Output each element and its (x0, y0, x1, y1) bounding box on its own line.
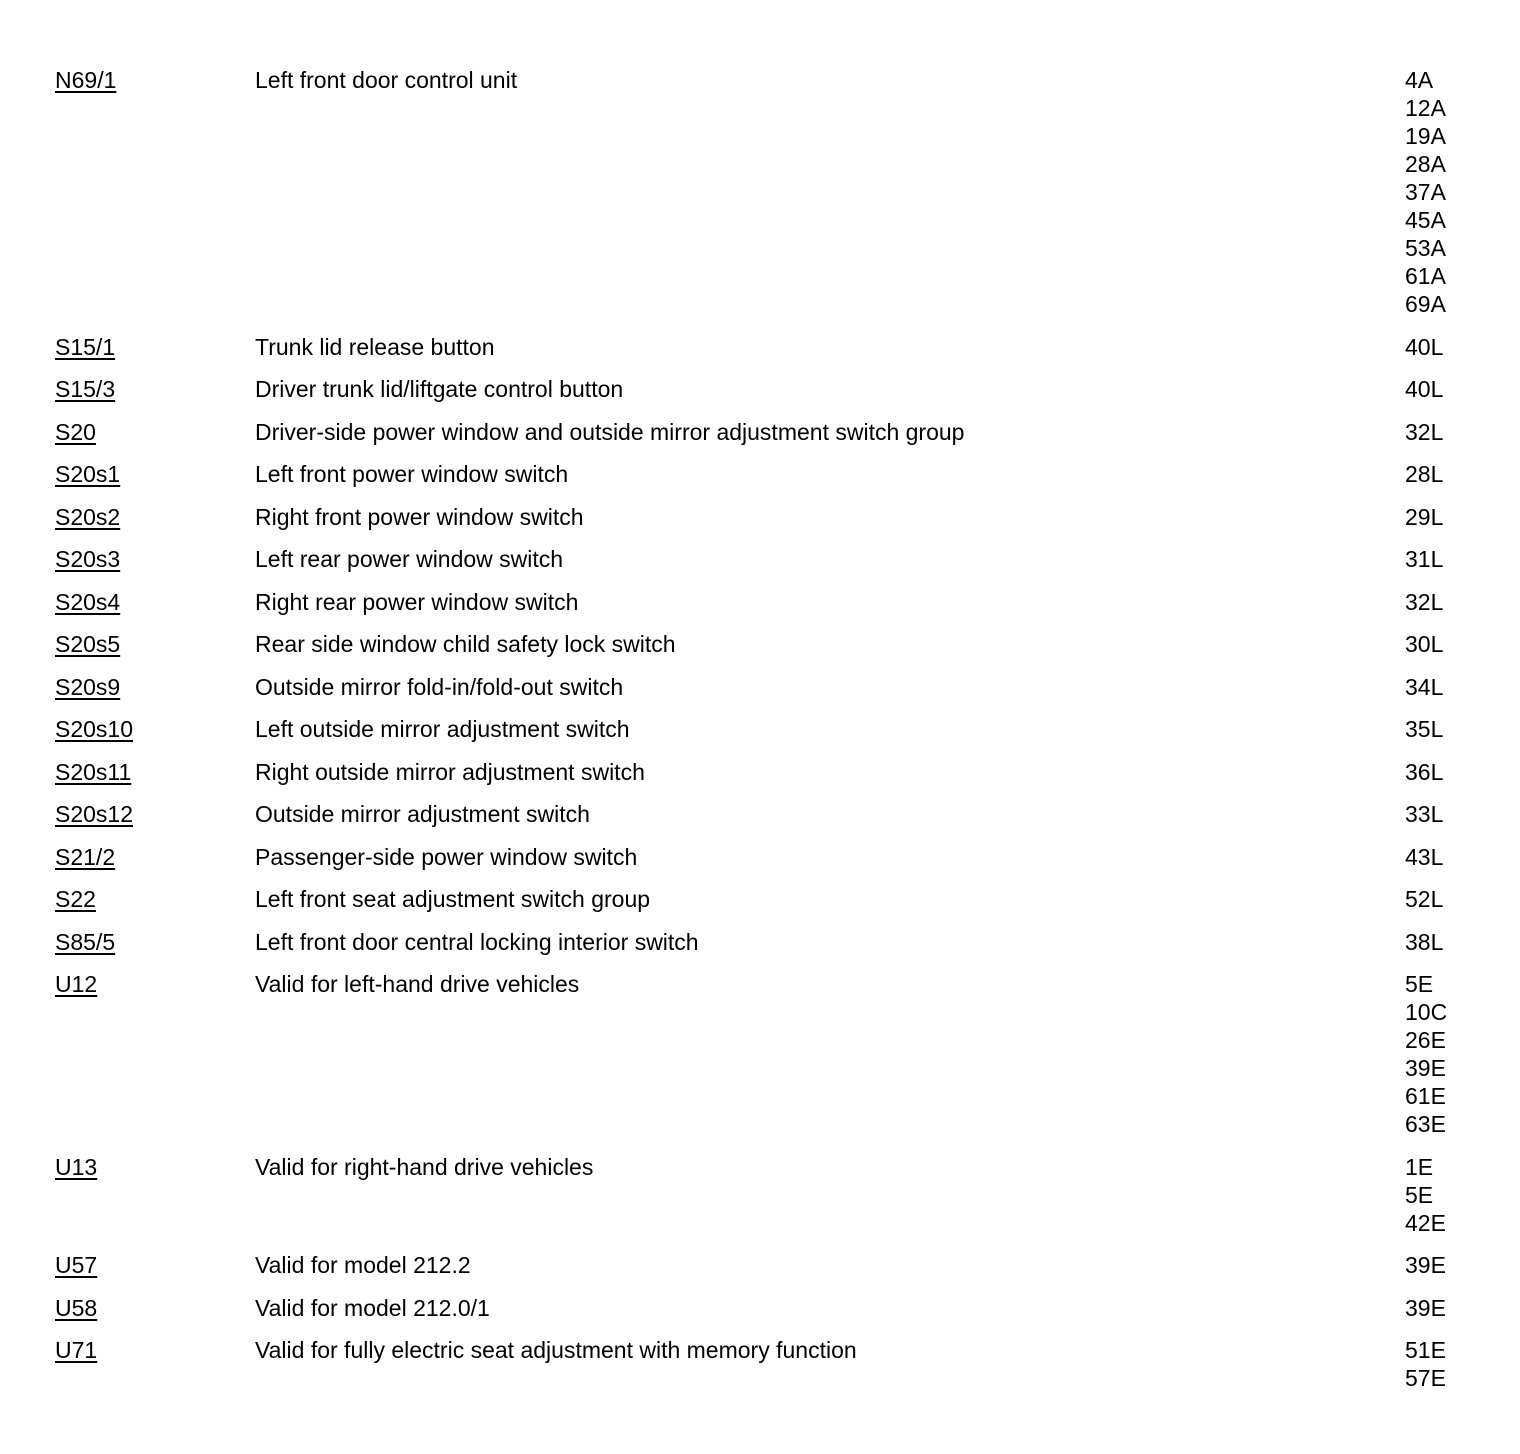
grid-references (1405, 758, 1475, 786)
grid-reference: 36L (1405, 758, 1444, 785)
component-code-link[interactable]: S20 (55, 418, 96, 445)
grid-reference: 19A (1405, 123, 1446, 149)
grid-reference: 53A (1405, 235, 1446, 261)
component-description: Outside mirror adjustment switch (255, 801, 590, 827)
grid-reference: 52L (1405, 886, 1444, 912)
component-code-link[interactable]: S21/2 (55, 843, 116, 870)
component-description: Left front power window switch (255, 461, 569, 487)
component-code-link[interactable]: S22 (55, 886, 96, 912)
grid-references (1405, 673, 1475, 701)
grid-reference: 61A (1405, 263, 1446, 289)
legend-row (55, 333, 1475, 361)
component-description: Outside mirror fold-in/fold-out switch (255, 673, 624, 700)
component-code-link[interactable]: S20s1 (55, 461, 121, 487)
grid-reference: 39E (1405, 1294, 1446, 1321)
component-code-link[interactable]: U71 (55, 1337, 98, 1363)
component-description: Right rear power window switch (255, 588, 579, 615)
grid-references (1405, 1294, 1475, 1322)
grid-references (1405, 545, 1475, 573)
legend-row (55, 460, 1475, 488)
grid-reference: 42E (1405, 1209, 1446, 1236)
grid-references (1405, 418, 1475, 446)
component-code-link[interactable]: S15/1 (55, 333, 116, 360)
component-description: Passenger-side power window switch (255, 843, 638, 870)
legend-row (55, 758, 1475, 786)
component-code-link[interactable]: S20s9 (55, 673, 121, 700)
legend-row (55, 545, 1475, 573)
legend-row (55, 928, 1475, 956)
legend-row (55, 970, 1475, 1138)
component-description: Driver trunk lid/liftgate control button (255, 376, 624, 402)
legend-row (55, 715, 1475, 743)
grid-references (1405, 928, 1475, 956)
component-description: Right front power window switch (255, 503, 584, 530)
grid-references (1405, 1336, 1475, 1392)
grid-reference: 26E (1405, 1027, 1446, 1053)
component-description: Left front door control unit (255, 67, 518, 93)
component-code-link[interactable]: S20s10 (55, 716, 134, 742)
grid-reference: 63E (1405, 1111, 1446, 1137)
legend-row (55, 885, 1475, 913)
component-description: Rear side window child safety lock switch (255, 631, 676, 657)
grid-reference: 1E (1405, 1153, 1434, 1180)
grid-reference: 45A (1405, 207, 1446, 233)
grid-reference: 38L (1405, 928, 1444, 955)
grid-reference: 39E (1405, 1055, 1446, 1081)
grid-references (1405, 333, 1475, 361)
component-code-link[interactable]: S20s2 (55, 503, 121, 530)
grid-reference: 28L (1405, 461, 1444, 487)
grid-reference: 69A (1405, 291, 1446, 317)
grid-reference: 4A (1405, 67, 1434, 93)
grid-reference: 51E (1405, 1337, 1446, 1363)
legend-row (55, 588, 1475, 616)
component-description: Valid for model 212.0/1 (255, 1294, 490, 1321)
component-code-link[interactable]: S20s11 (55, 758, 132, 785)
grid-reference: 30L (1405, 631, 1444, 657)
component-code-link[interactable]: U57 (55, 1252, 98, 1278)
grid-references (1405, 503, 1475, 531)
component-description: Left outside mirror adjustment switch (255, 716, 630, 742)
grid-references (1405, 66, 1475, 318)
grid-reference: 31L (1405, 546, 1444, 572)
legend-row (55, 1294, 1475, 1322)
grid-reference: 40L (1405, 333, 1444, 360)
component-code-link[interactable]: N69/1 (55, 67, 117, 93)
grid-reference: 5E (1405, 1181, 1434, 1208)
legend-row (55, 673, 1475, 701)
grid-references (1405, 375, 1475, 403)
grid-reference: 57E (1405, 1365, 1446, 1391)
grid-references (1405, 1251, 1475, 1279)
component-code-link[interactable]: S20s12 (55, 801, 134, 827)
component-code-link[interactable]: S20s5 (55, 631, 121, 657)
legend-row (55, 630, 1475, 658)
legend-row (55, 1336, 1475, 1392)
component-code-link[interactable]: U12 (55, 971, 98, 997)
grid-reference: 61E (1405, 1083, 1446, 1109)
component-code-link[interactable]: S20s4 (55, 588, 121, 615)
component-description: Valid for right-hand drive vehicles (255, 1153, 594, 1180)
legend-row (55, 418, 1475, 446)
grid-reference: 32L (1405, 418, 1444, 445)
grid-reference: 35L (1405, 716, 1444, 742)
grid-references (1405, 588, 1475, 616)
grid-references (1405, 843, 1475, 871)
legend-row (55, 503, 1475, 531)
grid-reference: 43L (1405, 843, 1444, 870)
grid-reference: 37A (1405, 179, 1446, 205)
grid-reference: 29L (1405, 503, 1444, 530)
grid-reference: 28A (1405, 151, 1446, 177)
component-description: Trunk lid release button (255, 333, 495, 360)
component-code-link[interactable]: S20s3 (55, 546, 121, 572)
grid-reference: 40L (1405, 376, 1444, 402)
component-code-link[interactable]: S85/5 (55, 928, 116, 955)
component-description: Driver-side power window and outside mirror adjustment switch group (255, 418, 965, 445)
component-legend (55, 66, 1475, 1407)
component-description: Left rear power window switch (255, 546, 564, 572)
component-description: Valid for fully electric seat adjustment with memory function (255, 1337, 857, 1363)
component-description: Right outside mirror adjustment switch (255, 758, 645, 785)
grid-references (1405, 970, 1475, 1138)
component-code-link[interactable]: S15/3 (55, 376, 116, 402)
grid-reference: 12A (1405, 95, 1446, 121)
grid-references (1405, 1153, 1475, 1237)
grid-references (1405, 715, 1475, 743)
grid-reference: 5E (1405, 971, 1434, 997)
grid-reference: 33L (1405, 801, 1444, 827)
grid-references (1405, 460, 1475, 488)
legend-row (55, 375, 1475, 403)
component-description: Valid for model 212.2 (255, 1252, 471, 1278)
legend-row (55, 800, 1475, 828)
legend-row (55, 1153, 1475, 1237)
grid-reference: 32L (1405, 588, 1444, 615)
legend-row (55, 843, 1475, 871)
grid-reference: 39E (1405, 1252, 1446, 1278)
component-description: Left front seat adjustment switch group (255, 886, 651, 912)
grid-references (1405, 630, 1475, 658)
component-code-link[interactable]: U58 (55, 1294, 98, 1321)
legend-row (55, 1251, 1475, 1279)
component-description: Left front door central locking interior switch (255, 928, 699, 955)
legend-row (55, 66, 1475, 318)
component-description: Valid for left-hand drive vehicles (255, 971, 580, 997)
grid-reference: 34L (1405, 673, 1444, 700)
grid-references (1405, 885, 1475, 913)
component-code-link[interactable]: U13 (55, 1153, 98, 1180)
grid-references (1405, 800, 1475, 828)
grid-reference: 10C (1405, 999, 1448, 1025)
